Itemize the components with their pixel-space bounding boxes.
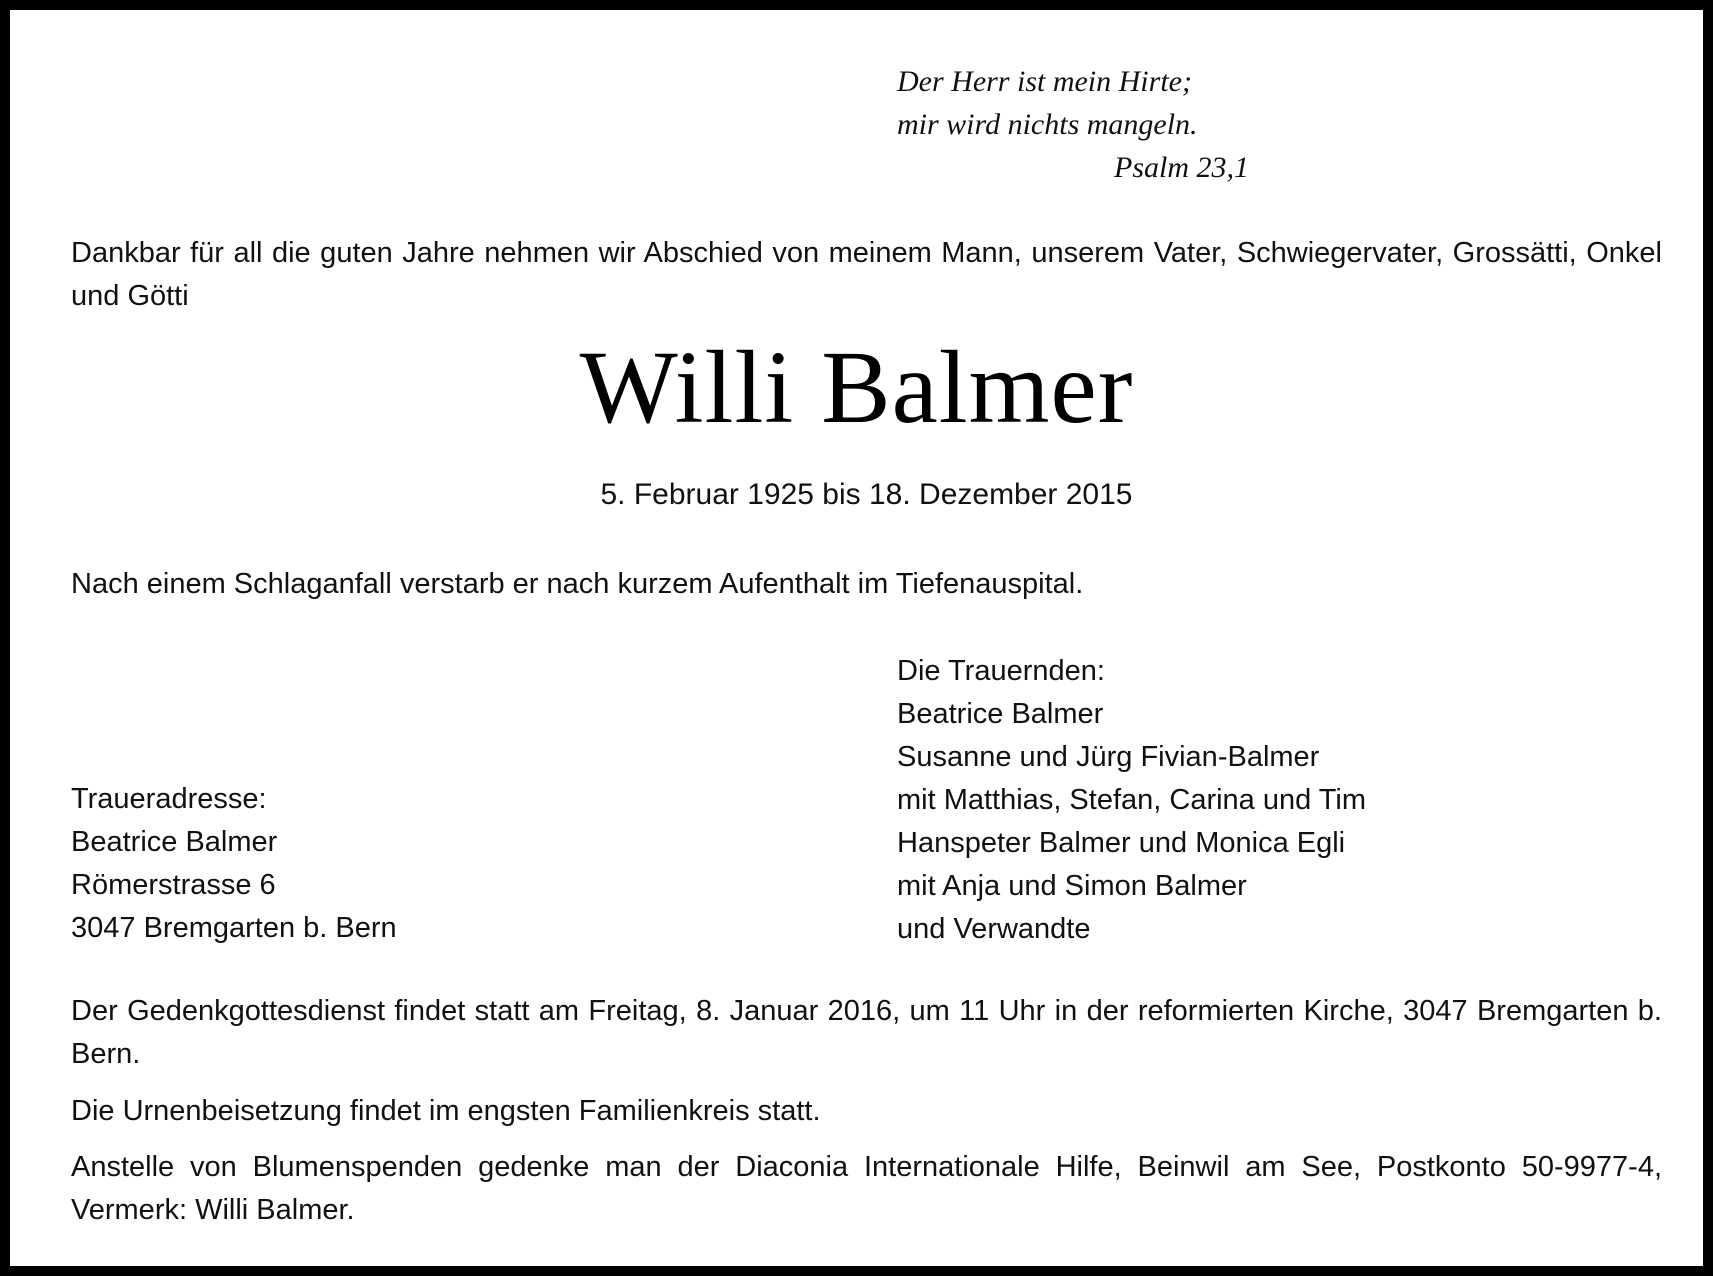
verse-line-1: Der Herr ist mein Hirte; (897, 65, 1192, 98)
address-heading: Traueradresse: (71, 783, 267, 815)
intro-paragraph: Dankbar für all die guten Jahre nehmen wir Abschied von meinem Mann, unserem Vater, Schwiegervater, Grossätti, Onkel und Götti (71, 237, 1662, 312)
mourners-list (897, 650, 1366, 951)
donation-paragraph: Anstelle von Blumenspenden gedenke man der Diaconia Internationale Hilfe, Beinwil am See, Postkonto 50-9977-4, Vermerk: Willi Balmer. (71, 1151, 1662, 1226)
mourner-line: Susanne und Jürg Fivian-Balmer (897, 741, 1320, 773)
mourner-line: Beatrice Balmer (897, 698, 1104, 730)
address-line: Römerstrasse 6 (71, 869, 276, 901)
address-line: 3047 Bremgarten b. Bern (71, 912, 397, 944)
death-note: Nach einem Schlaganfall verstarb er nach kurzem Aufenthalt im Tiefenauspital. (71, 568, 1084, 600)
mourners-heading: Die Trauernden: (897, 655, 1105, 687)
address-line: Beatrice Balmer (71, 826, 278, 858)
mourner-line: Hanspeter Balmer und Monica Egli (897, 827, 1346, 859)
verse-reference: Psalm 23,1 (1114, 151, 1249, 184)
mourner-line: mit Anja und Simon Balmer (897, 870, 1247, 902)
verse-line-2: mir wird nichts mangeln. (897, 108, 1198, 141)
memorial-service-paragraph: Der Gedenkgottesdienst findet statt am Freitag, 8. Januar 2016, um 11 Uhr in der reformierten Kirche, 3047 Bremgarten b. Bern. (71, 995, 1662, 1070)
bible-verse (897, 60, 1249, 189)
mourning-address (71, 778, 397, 950)
mourner-line: mit Matthias, Stefan, Carina und Tim (897, 784, 1367, 816)
life-dates: 5. Februar 1925 bis 18. Dezember 2015 (600, 478, 1133, 511)
urn-burial-paragraph: Die Urnenbeisetzung findet im engsten Familienkreis statt. (71, 1095, 821, 1127)
mourner-line: und Verwandte (897, 913, 1091, 945)
deceased-name: Willi Balmer (579, 330, 1134, 445)
